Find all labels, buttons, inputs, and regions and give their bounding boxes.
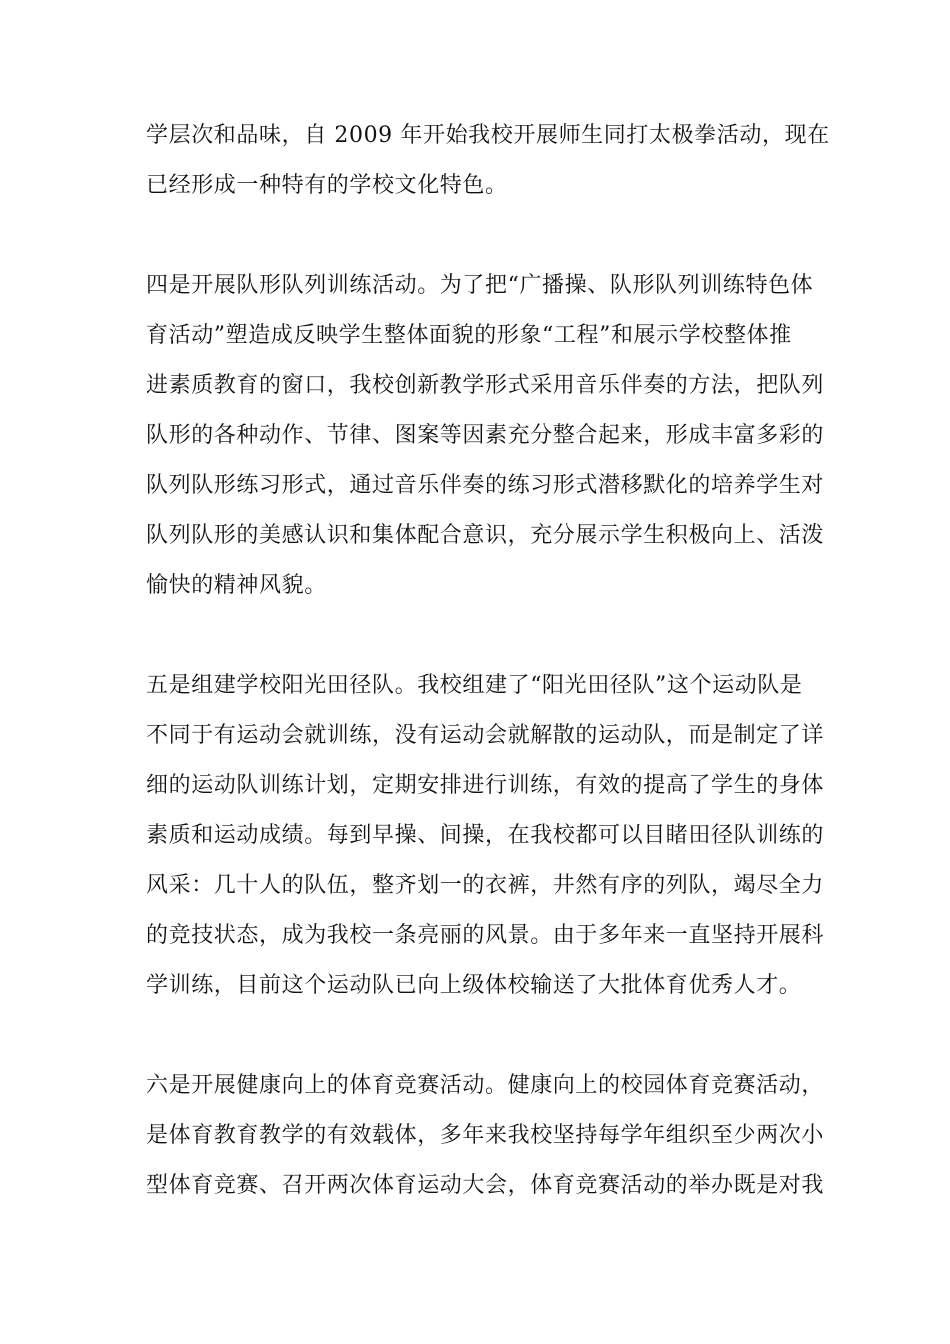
text-line: 学层次和品味，自 2009 年开始我校开展师生同打太极拳活动，现在 <box>146 123 830 148</box>
text-line: 愉快的精神风貌。 <box>146 573 327 598</box>
text-line: 细的运动队训练计划，定期安排进行训练，有效的提高了学生的身体 <box>146 773 825 798</box>
text-line: 六是开展健康向上的体育竞赛活动。健康向上的校园体育竞赛活动， <box>146 1073 825 1098</box>
text-line: 风采：几十人的队伍，整齐划一的衣裤，井然有序的列队，竭尽全力 <box>146 873 825 898</box>
text-line: 型体育竞赛、召开两次体育运动大会，体育竞赛活动的举办既是对我 <box>146 1173 825 1198</box>
text-line: 不同于有运动会就训练，没有运动会就解散的运动队，而是制定了详 <box>146 723 825 748</box>
text-line: 的竞技状态，成为我校一条亮丽的风景。由于多年来一直坚持开展科 <box>146 923 825 948</box>
text-line: 是体育教育教学的有效载体，多年来我校坚持每学年组织至少两次小 <box>146 1123 825 1148</box>
text-line: 五是组建学校阳光田径队。我校组建了“阳光田径队”这个运动队是 <box>146 673 803 698</box>
text-line: 队列队形练习形式，通过音乐伴奏的练习形式潜移默化的培养学生对 <box>146 473 825 498</box>
text-line: 队形的各种动作、节律、图案等因素充分整合起来，形成丰富多彩的 <box>146 423 825 448</box>
text-line: 已经形成一种特有的学校文化特色。 <box>146 173 508 198</box>
text-line: 进素质教育的窗口，我校创新教学形式采用音乐伴奏的方法，把队列 <box>146 373 825 398</box>
text-line: 素质和运动成绩。每到早操、间操，在我校都可以目睹田径队训练的 <box>146 823 825 848</box>
text-line: 育活动”塑造成反映学生整体面貌的形象“工程”和展示学校整体推 <box>146 323 792 348</box>
text-line: 四是开展队形队列训练活动。为了把“广播操、队形队列训练特色体 <box>146 273 814 298</box>
text-line: 学训练，目前这个运动队已向上级体校输送了大批体育优秀人才。 <box>146 973 802 998</box>
text-line: 队列队形的美感认识和集体配合意识，充分展示学生积极向上、活泼 <box>146 523 825 548</box>
